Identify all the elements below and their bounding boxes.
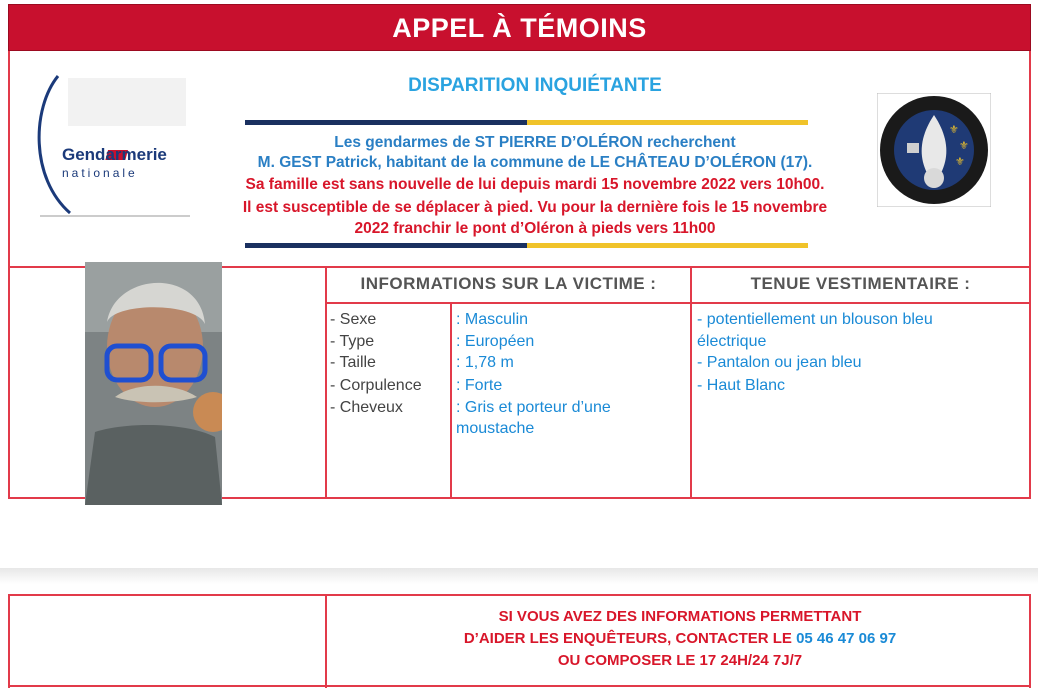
clothing-item-2: - Pantalon ou jean bleu [697, 354, 862, 371]
header-banner [8, 4, 1031, 51]
label-corpulence: - Corpulence [330, 377, 422, 394]
logo-line1: Gendarmerie [62, 145, 167, 164]
divider-v2 [690, 266, 692, 498]
notice-line2: M. GEST Patrick, habitant de la commune de LE CHÂTEAU D’OLÉRON (17). [257, 154, 813, 171]
notice-line5: 2022 franchir le pont d’Oléron à pieds vers 11h00 [354, 220, 716, 237]
logo-line2: nationale [62, 166, 138, 180]
section-separator [0, 568, 1038, 584]
svg-text:⚜: ⚜ [949, 123, 959, 136]
contact-line2 [330, 628, 1030, 650]
label-sexe: - Sexe [330, 311, 377, 328]
value-corpulence: : Forte [456, 377, 503, 394]
gendarmerie-logo [30, 68, 190, 218]
label-type: - Type [330, 333, 375, 350]
label-taille: - Taille [330, 354, 376, 371]
contact-block [330, 606, 1030, 672]
victim-info-header: INFORMATIONS SUR LA VICTIME : [360, 274, 657, 293]
clothing-item-1: - potentiellement un blouson bleu [697, 311, 933, 328]
divider-v1 [325, 266, 327, 498]
value-cheveux: : Gris et porteur d’une [456, 399, 611, 416]
frame-right [1029, 51, 1031, 498]
value-cheveux-cont: moustache [456, 420, 535, 437]
stripe-bottom [245, 243, 808, 248]
divider-table-header [325, 302, 1031, 304]
phone-number: 05 46 47 06 97 [796, 630, 897, 647]
value-type: : Européen [456, 333, 535, 350]
victim-photo [85, 262, 222, 505]
contact-divider [325, 594, 327, 688]
notice-line3: Sa famille est sans nouvelle de lui depuis mardi 15 novembre 2022 vers 10h00. [245, 176, 825, 193]
value-taille: : 1,78 m [456, 354, 514, 371]
contact-line1: SI VOUS AVEZ DES INFORMATIONS PERMETTANT [498, 608, 862, 625]
contact-line3: OU COMPOSER LE 17 24H/24 7J/7 [557, 652, 803, 669]
header-title: APPEL À TÉMOINS [392, 13, 647, 43]
clothing-item-1-cont: électrique [697, 333, 767, 350]
value-sexe: : Masculin [456, 311, 529, 328]
stripe-top [245, 120, 808, 125]
contact-frame-top [8, 594, 1031, 596]
clothing-header: TENUE VESTIMENTAIRE : [750, 274, 971, 293]
svg-text:⚜: ⚜ [959, 139, 969, 152]
label-cheveux: - Cheveux [330, 399, 403, 416]
clothing-item-3: - Haut Blanc [697, 377, 786, 394]
notice-subtitle: DISPARITION INQUIÉTANTE [408, 75, 662, 96]
frame-left [8, 51, 10, 498]
contact-frame-bottom [8, 685, 1031, 687]
notice-line1: Les gendarmes de ST PIERRE D’OLÉRON recherchent [334, 134, 736, 151]
contact-frame-left [8, 594, 10, 688]
contact-line2-text: D’AIDER LES ENQUÊTEURS, CONTACTER LE [463, 630, 797, 647]
divider-v3 [450, 302, 452, 498]
svg-text:⚜: ⚜ [955, 155, 965, 168]
notice-line4: Il est susceptible de se déplacer à pied. Vu pour la dernière fois le 15 novembre [242, 199, 828, 216]
